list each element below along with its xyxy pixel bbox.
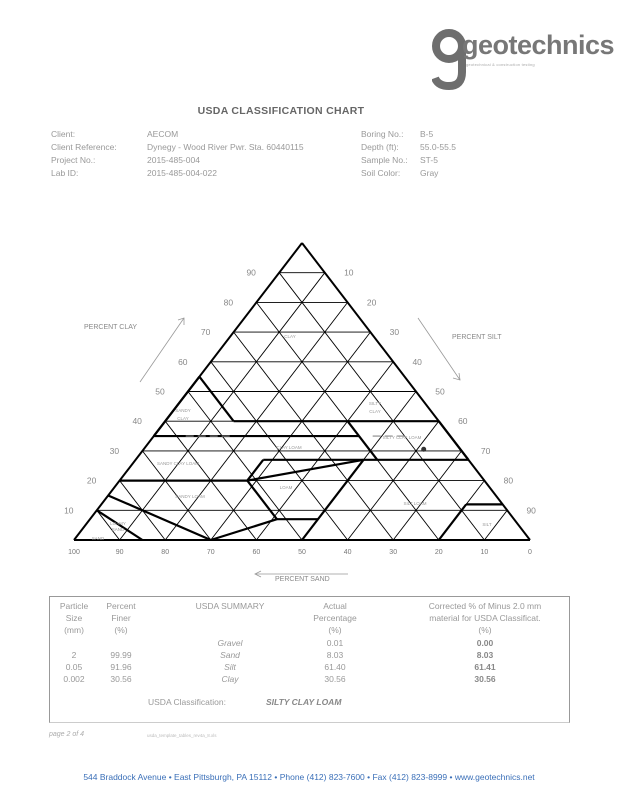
- sand-tick-label: 60: [252, 549, 261, 556]
- axis-labels: [84, 324, 502, 583]
- region-label: SILT LOAM: [403, 501, 427, 506]
- row-silt-name: Silt: [224, 662, 236, 672]
- clay-tick-label: 40: [132, 416, 142, 427]
- info-label: Sample No.:: [361, 155, 408, 165]
- class-boundary: [211, 519, 277, 540]
- region-label: SILT: [482, 522, 492, 527]
- info-value: 55.0-55.5: [420, 142, 456, 152]
- class-boundary: [199, 377, 233, 422]
- sand-tick-label: 90: [115, 549, 124, 556]
- clay-tick-label: 80: [223, 297, 234, 308]
- footer-contact: 544 Braddock Avenue • East Pittsburgh, PA 15112 • Phone (412) 823-7600 • Fax (412) 823-8999 • www.geotechnics.net: [83, 772, 535, 782]
- clay-tick-label: 70: [200, 327, 211, 338]
- sand-tick-label: 0: [528, 549, 532, 556]
- unit-corrected: (%): [478, 625, 492, 635]
- sand-tick-label: 30: [389, 549, 398, 556]
- silt-tick-label: 10: [344, 267, 354, 278]
- class-boundary: [108, 495, 211, 540]
- info-label: Boring No.:: [361, 129, 404, 139]
- row-gravel-name: Gravel: [217, 638, 243, 648]
- info-value: 2015-485-004-022: [147, 168, 217, 178]
- header-corrected-line1: Corrected % of Minus 2.0 mm: [428, 601, 542, 611]
- row-sand-actual: 8.03: [326, 650, 344, 660]
- header-percent-line2: Finer: [111, 613, 131, 623]
- row-clay-finer: 30.56: [110, 674, 132, 684]
- row-silt-actual: 61.40: [324, 662, 346, 672]
- info-label: Client:: [51, 129, 76, 139]
- grid-line-sand: [279, 273, 484, 540]
- info-value: Dynegy - Wood River Pwr. Sta. 60440115: [147, 142, 304, 152]
- region-label: SANDY LOAM: [175, 494, 205, 499]
- unit-size: (mm): [64, 625, 84, 635]
- axis-ticks: [64, 268, 536, 556]
- sand-tick-label: 50: [298, 549, 306, 556]
- row-clay-size: 0.002: [63, 674, 85, 684]
- row-sand-corrected: 8.03: [476, 650, 494, 660]
- class-boundary: [247, 481, 277, 520]
- info-label: Lab ID:: [51, 168, 79, 178]
- sand-tick-label: 80: [161, 549, 170, 556]
- header-particle-line1: Particle: [59, 601, 89, 611]
- sand-tick-label: 20: [434, 549, 443, 556]
- silt-tick-label: 20: [366, 297, 377, 308]
- class-boundary: [348, 421, 378, 460]
- row-sand-name: Sand: [220, 650, 240, 660]
- header-particle-line2: Size: [65, 613, 83, 623]
- page-file-name: usda_template_tables_rev4a_8.xls: [147, 733, 217, 738]
- header-actual: [297, 600, 373, 624]
- info-label: Client Reference:: [51, 142, 117, 152]
- class-boundary: [302, 460, 364, 540]
- row-sand-finer: 99.99: [110, 650, 132, 660]
- info-value: 2015-485-004: [147, 155, 200, 165]
- silt-tick-label: 70: [480, 445, 491, 456]
- header-actual-line2: Percentage: [313, 613, 357, 623]
- clay-tick-label: 10: [64, 505, 74, 516]
- logo-text: geotechnics: [462, 30, 615, 60]
- classification-value: SILTY CLAY LOAM: [266, 697, 342, 707]
- logo-tagline: geotechnical & construction testing: [466, 62, 535, 67]
- info-value: ST-5: [420, 155, 438, 165]
- region-label: CLAY: [177, 416, 189, 421]
- row-clay-actual: 30.56: [324, 674, 346, 684]
- header-actual-line1: Actual: [323, 601, 347, 611]
- ternary-grid: [74, 243, 530, 540]
- clay-tick-label: 90: [246, 267, 256, 278]
- row-gravel-actual: 0.01: [326, 638, 344, 648]
- unit-actual: (%): [328, 625, 342, 635]
- row-clay-corrected: 30.56: [474, 674, 496, 684]
- region-label: CLAY LOAM: [276, 445, 302, 450]
- header-usda-summary: USDA SUMMARY: [195, 601, 265, 611]
- silt-tick-label: 50: [435, 386, 445, 397]
- region-label: SAND: [111, 527, 125, 532]
- region-label: SILTY: [368, 401, 382, 406]
- region-label: CLAY: [284, 334, 296, 339]
- region-label: SAND: [91, 536, 105, 541]
- silt-tick-label: 60: [458, 416, 468, 427]
- region-label: SANDY CLAY LOAM: [156, 461, 200, 466]
- grid-line-sand: [188, 392, 302, 541]
- row-silt-size: 0.05: [65, 662, 83, 672]
- row-silt-corrected: 61.41: [474, 662, 496, 672]
- page-title: USDA CLASSIFICATION CHART: [197, 105, 365, 117]
- info-label: Project No.:: [51, 155, 96, 165]
- clay-tick-label: 20: [86, 475, 97, 486]
- row-silt-finer: 91.96: [110, 662, 132, 672]
- region-label: CLAY: [369, 409, 381, 414]
- info-value: B-5: [420, 129, 434, 139]
- row-gravel-corrected: 0.00: [476, 638, 494, 648]
- region-label: LOAMY: [110, 521, 126, 526]
- clay-tick-label: 30: [109, 445, 120, 456]
- silt-tick-label: 80: [503, 475, 514, 486]
- info-value: Gray: [420, 168, 439, 178]
- axis-label-silt: PERCENT SILT: [452, 334, 502, 341]
- region-label: LOAM: [279, 485, 293, 490]
- clay-tick-label: 60: [178, 356, 188, 367]
- sample-point: [421, 447, 426, 452]
- classification-label: USDA Classification:: [148, 697, 226, 707]
- sand-tick-label: 70: [206, 549, 215, 556]
- class-boundary: [439, 421, 469, 460]
- unit-finer: (%): [114, 625, 128, 635]
- info-label: Depth (ft):: [361, 142, 399, 152]
- class-boundary: [439, 504, 466, 540]
- sand-tick-label: 10: [480, 549, 489, 556]
- info-value: AECOM: [147, 129, 179, 139]
- page-number: page 2 of 4: [49, 731, 85, 738]
- region-label: SILTY CLAY LOAM: [382, 435, 422, 440]
- header-corrected: [404, 600, 566, 624]
- row-sand-size: 2: [71, 650, 77, 660]
- silt-tick-label: 30: [389, 327, 400, 338]
- sand-tick-label: 40: [343, 549, 352, 556]
- info-label: Soil Color:: [361, 168, 401, 178]
- sand-tick-label: 100: [68, 549, 80, 556]
- silt-tick-label: 90: [526, 505, 536, 516]
- region-label: SANDY: [175, 408, 191, 413]
- silt-tick-label: 40: [412, 356, 422, 367]
- clay-tick-label: 50: [155, 386, 165, 397]
- axis-label-sand: PERCENT SAND: [275, 576, 330, 583]
- class-boundaries: [97, 377, 503, 540]
- grid-line-silt: [393, 451, 461, 540]
- header-percent: [95, 600, 147, 624]
- header-percent-line1: Percent: [106, 601, 136, 611]
- header-corrected-line2: material for USDA Classificat.: [429, 613, 541, 623]
- row-clay-name: Clay: [221, 674, 239, 684]
- axis-label-clay: PERCENT CLAY: [84, 324, 138, 331]
- header-particle: [49, 600, 99, 624]
